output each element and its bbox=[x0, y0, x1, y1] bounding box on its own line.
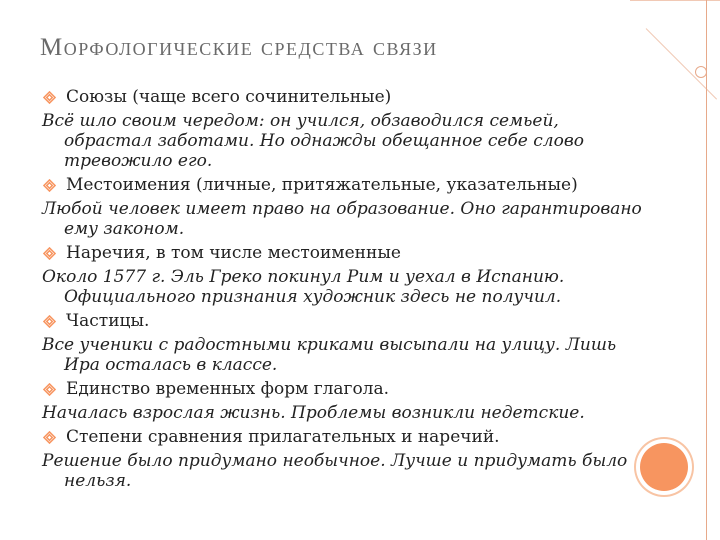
decorative-small-circle bbox=[695, 66, 707, 78]
bullet-item bbox=[42, 426, 642, 448]
bullet-item bbox=[42, 310, 642, 332]
bullet-text: Местоимения (личные, притяжательные, указательные) bbox=[66, 175, 578, 195]
example-text: Все ученики с радостными криками высыпали на улицу. Лишь Ира осталась в классе. bbox=[42, 335, 617, 375]
bullet-marker-icon bbox=[43, 91, 56, 104]
example-text: Всё шло своим чередом: он учился, обзаводился семьей, обрастал заботами. Но однажды обещанное себе слово тревожило его. bbox=[42, 111, 584, 171]
bullet-marker-icon bbox=[43, 247, 56, 260]
bullet-text: Союзы (чаще всего сочинительные) bbox=[66, 87, 392, 107]
example-text: Началась взрослая жизнь. Проблемы возникли недетские. bbox=[42, 403, 585, 423]
bullet-text: Наречия, в том числе местоименные bbox=[66, 243, 401, 263]
bullet-text: Частицы. bbox=[66, 311, 150, 331]
bullet-marker-icon bbox=[43, 315, 56, 328]
example-text: Решение было придумано необычное. Лучше и придумать было нельзя. bbox=[42, 451, 628, 491]
bullet-item bbox=[42, 174, 642, 196]
example-text: Любой человек имеет право на образование. Оно гарантировано ему законом. bbox=[42, 199, 642, 239]
bullet-text: Степени сравнения прилагательных и наречий. bbox=[66, 427, 500, 447]
slide-title: Морфологические средства связи bbox=[40, 34, 438, 61]
bullet-marker-icon bbox=[43, 383, 56, 396]
bullet-item bbox=[42, 86, 642, 108]
bullet-marker-icon bbox=[43, 431, 56, 444]
bullet-text: Единство временных форм глагола. bbox=[66, 379, 390, 399]
frame-line-right bbox=[706, 0, 707, 540]
decorative-orange-circle bbox=[640, 443, 688, 491]
slide-content bbox=[42, 83, 642, 493]
bullet-item bbox=[42, 242, 642, 264]
bullet-marker-icon bbox=[43, 179, 56, 192]
example-text: Около 1577 г. Эль Греко покинул Рим и уехал в Испанию. Официального признания художник здесь не получил. bbox=[42, 267, 565, 307]
bullet-item bbox=[42, 378, 642, 400]
